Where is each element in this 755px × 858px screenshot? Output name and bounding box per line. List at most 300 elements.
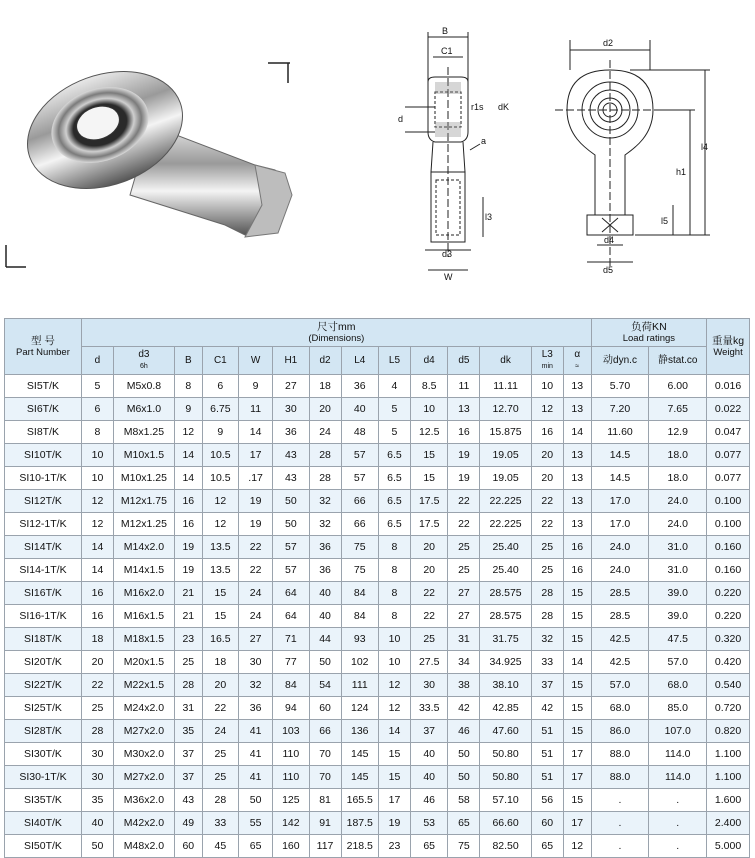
table-cell: 136 [341,720,378,743]
table-cell: 16 [174,490,202,513]
table-cell: 14 [81,559,113,582]
table-cell: 15 [563,605,591,628]
table-cell: M22x1.5 [113,674,174,697]
label-d: d [398,114,404,124]
table-cell: 0.820 [707,720,750,743]
part-number-cell: SI18T/K [5,628,82,651]
table-cell: 10 [378,628,410,651]
table-cell: 18 [202,651,238,674]
table-cell: 28 [309,467,341,490]
table-cell: 27 [448,582,480,605]
table-cell: 16 [563,536,591,559]
table-cell: 9 [202,421,238,444]
table-cell: 56 [531,789,563,812]
table-cell: 68.0 [649,674,707,697]
table-cell: 51 [531,766,563,789]
table-cell: 14 [563,651,591,674]
table-cell: M8x1.25 [113,421,174,444]
table-cell: 39.0 [649,582,707,605]
table-cell: 0.016 [707,375,750,398]
table-cell: 110 [273,743,309,766]
label-d4: d4 [604,235,615,245]
table-cell: 47.5 [649,628,707,651]
table-cell: 20 [309,398,341,421]
table-cell: 65 [531,835,563,858]
table-cell: 20 [202,674,238,697]
table-cell: M16x1.5 [113,605,174,628]
table-cell: 50.80 [480,743,531,766]
table-cell: 0.047 [707,421,750,444]
table-cell: 27 [273,375,309,398]
table-cell: 65 [411,835,448,858]
table-cell: 33 [531,651,563,674]
table-cell: 23 [378,835,410,858]
part-number-cell: SI25T/K [5,697,82,720]
table-cell: 43 [273,467,309,490]
table-cell: .17 [239,467,273,490]
label-l4: l4 [701,142,709,152]
table-cell: 49 [174,812,202,835]
table-cell: M14x1.5 [113,559,174,582]
part-number-cell: SI30T/K [5,743,82,766]
table-cell: 5 [81,375,113,398]
table-cell: 60 [174,835,202,858]
table-cell: 6.5 [378,444,410,467]
table-cell: 1.600 [707,789,750,812]
part-number-cell: SI12T/K [5,490,82,513]
col-L4: L4 [341,347,378,375]
table-cell: 36 [273,421,309,444]
table-cell: 20 [531,467,563,490]
table-cell: 8 [81,421,113,444]
table-cell: 50 [273,490,309,513]
table-cell: 51 [531,743,563,766]
table-cell: 0.320 [707,628,750,651]
section-drawing [395,22,515,284]
table-cell: 6 [81,398,113,421]
table-cell: 50 [309,651,341,674]
table-row [5,628,750,651]
table-cell: 34.925 [480,651,531,674]
table-cell: 25 [448,559,480,582]
table-cell: 86.0 [591,720,649,743]
table-cell: 40 [309,605,341,628]
table-cell: 43 [174,789,202,812]
table-cell: 22.225 [480,513,531,536]
table-cell: 81 [309,789,341,812]
label-a: a [481,136,487,146]
table-cell: M6x1.0 [113,398,174,421]
part-number-cell: SI8T/K [5,421,82,444]
table-cell: 27 [448,605,480,628]
table-cell: 17.0 [591,490,649,513]
table-cell: 187.5 [341,812,378,835]
table-row [5,651,750,674]
table-cell: M10x1.25 [113,467,174,490]
table-row [5,674,750,697]
table-cell: 11.11 [480,375,531,398]
table-cell: 25 [202,766,238,789]
table-cell: 50 [273,513,309,536]
table-cell: 20 [531,444,563,467]
table-cell: 15 [563,674,591,697]
table-cell: 114.0 [649,766,707,789]
table-cell: 75 [341,559,378,582]
table-cell: 22 [531,490,563,513]
table-cell: 28 [531,605,563,628]
part-number-cell: SI10-1T/K [5,467,82,490]
table-cell: 28 [202,789,238,812]
table-row [5,766,750,789]
table-cell: 15 [378,766,410,789]
table-cell: 40 [411,766,448,789]
table-cell: 51 [531,720,563,743]
table-cell: 20 [411,559,448,582]
table-cell: 25 [202,743,238,766]
table-cell: 14 [174,444,202,467]
table-cell: 8 [378,559,410,582]
table-cell: 19 [378,812,410,835]
table-cell: 94 [273,697,309,720]
table-cell: 60 [531,812,563,835]
table-row [5,789,750,812]
table-cell: 41 [239,720,273,743]
table-cell: M30x2.0 [113,743,174,766]
table-cell: 15 [411,467,448,490]
table-cell: 0.160 [707,536,750,559]
table-cell: 13.5 [202,559,238,582]
table-cell: 13 [448,398,480,421]
table-cell: 14 [239,421,273,444]
table-cell: 5.70 [591,375,649,398]
table-cell: 30 [81,743,113,766]
header-weight: 重量kg Weight [707,319,750,375]
table-cell: 0.100 [707,513,750,536]
col-stat: 静stat.co [649,347,707,375]
table-cell: 36 [309,559,341,582]
table-cell: 18 [309,375,341,398]
table-cell: 102 [341,651,378,674]
table-cell: 57 [341,467,378,490]
table-cell: 30 [411,674,448,697]
table-cell: 142 [273,812,309,835]
table-cell: 22 [411,605,448,628]
table-cell: 43 [273,444,309,467]
table-cell: 21 [174,605,202,628]
table-cell: 50 [239,789,273,812]
table-cell: 57.0 [591,674,649,697]
table-cell: 5.000 [707,835,750,858]
table-cell: 13 [563,375,591,398]
table-cell: 111 [341,674,378,697]
table-cell: M20x1.5 [113,651,174,674]
table-row [5,536,750,559]
table-cell: 12.9 [649,421,707,444]
table-cell: 125 [273,789,309,812]
table-cell: 0.540 [707,674,750,697]
header-dimensions: 尺寸mm (Dimensions) [81,319,591,347]
table-cell: 19 [239,513,273,536]
table-cell: 88.0 [591,743,649,766]
table-row [5,743,750,766]
product-header-area [0,0,755,310]
table-cell: 42.5 [591,651,649,674]
table-cell: 15 [411,444,448,467]
front-view-drawing [555,30,715,275]
table-cell: 16 [531,421,563,444]
table-cell: 57.0 [649,651,707,674]
spec-table-body [5,375,750,858]
table-cell: 10 [81,467,113,490]
table-cell: 46 [411,789,448,812]
table-cell: 28.575 [480,582,531,605]
table-cell: 75 [448,835,480,858]
table-cell: 13 [563,398,591,421]
table-cell: 0.100 [707,490,750,513]
table-cell: 6.75 [202,398,238,421]
table-cell: M18x1.5 [113,628,174,651]
table-cell: 32 [239,674,273,697]
table-cell: 16 [81,582,113,605]
table-cell: 114.0 [649,743,707,766]
table-cell: 22 [81,674,113,697]
table-cell: 12 [174,421,202,444]
table-row [5,697,750,720]
table-cell: 40 [81,812,113,835]
table-cell: 27 [239,628,273,651]
table-cell: 22 [448,513,480,536]
table-cell: 2.400 [707,812,750,835]
table-cell: 165.5 [341,789,378,812]
part-number-cell: SI40T/K [5,812,82,835]
table-cell: 66.60 [480,812,531,835]
table-cell: 45 [202,835,238,858]
part-number-cell: SI30-1T/K [5,766,82,789]
table-cell: 24.0 [649,513,707,536]
table-cell: 107.0 [649,720,707,743]
table-cell: 70 [309,743,341,766]
table-cell: 8 [378,582,410,605]
table-cell: 25 [531,559,563,582]
table-cell: 54 [309,674,341,697]
label-C1: C1 [441,46,453,56]
table-cell: 6.5 [378,513,410,536]
table-cell: 28.5 [591,605,649,628]
table-cell: 7.20 [591,398,649,421]
table-cell: 19 [174,559,202,582]
table-cell: M12x1.25 [113,513,174,536]
table-cell: 19 [174,536,202,559]
table-cell: 66 [341,490,378,513]
label-r1s: r1s [471,102,484,112]
table-row [5,559,750,582]
table-cell: 17 [378,789,410,812]
table-cell: 110 [273,766,309,789]
part-number-cell: SI20T/K [5,651,82,674]
table-cell: 145 [341,766,378,789]
table-cell: 14 [378,720,410,743]
col-W: W [239,347,273,375]
part-number-cell: SI35T/K [5,789,82,812]
table-cell: 36 [239,697,273,720]
table-cell: 0.160 [707,559,750,582]
table-cell: 12.70 [480,398,531,421]
table-cell: 25 [81,697,113,720]
table-cell: 24.0 [591,536,649,559]
table-cell: 19 [448,444,480,467]
rod-end-photo [0,55,300,270]
table-cell: . [649,835,707,858]
table-cell: 66 [341,513,378,536]
table-cell: 60 [309,697,341,720]
part-number-cell: SI5T/K [5,375,82,398]
col-dyn: 动dyn.c [591,347,649,375]
table-cell: 10.5 [202,467,238,490]
table-cell: 30 [273,398,309,421]
table-cell: 84 [273,674,309,697]
table-cell: 38.10 [480,674,531,697]
table-cell: 15 [202,605,238,628]
label-d2: d2 [603,38,614,48]
table-row [5,720,750,743]
table-cell: 6.5 [378,490,410,513]
table-cell: 77 [273,651,309,674]
table-cell: 64 [273,605,309,628]
table-cell: 24.0 [591,559,649,582]
table-cell: 11 [448,375,480,398]
table-cell: 1.100 [707,743,750,766]
table-cell: 24.0 [649,490,707,513]
table-cell: 10 [378,651,410,674]
table-cell: 19.05 [480,467,531,490]
table-cell: 28 [81,720,113,743]
label-W: W [444,272,453,282]
table-cell: 22 [239,536,273,559]
table-row [5,513,750,536]
table-cell: 8 [378,605,410,628]
table-row [5,490,750,513]
table-cell: 39.0 [649,605,707,628]
col-d: d [81,347,113,375]
table-cell: 33 [202,812,238,835]
table-cell: 13 [563,444,591,467]
table-cell: 18 [81,628,113,651]
table-cell: 8.5 [411,375,448,398]
table-cell: 32 [309,513,341,536]
table-cell: 12 [531,398,563,421]
table-cell: M48x2.0 [113,835,174,858]
table-cell: 12.5 [411,421,448,444]
table-cell: 15.875 [480,421,531,444]
part-number-cell: SI6T/K [5,398,82,421]
table-cell: 38 [448,674,480,697]
table-cell: 18.0 [649,467,707,490]
table-cell: M24x2.0 [113,697,174,720]
table-cell: 9 [239,375,273,398]
table-cell: 27.5 [411,651,448,674]
label-B: B [442,26,449,36]
table-cell: M16x2.0 [113,582,174,605]
table-cell: 42.5 [591,628,649,651]
col-d5: d5 [448,347,480,375]
table-cell: 31 [448,628,480,651]
col-B: B [174,347,202,375]
table-cell: 50 [448,766,480,789]
table-cell: 55 [239,812,273,835]
table-cell: 14 [563,421,591,444]
table-row [5,605,750,628]
part-number-cell: SI14-1T/K [5,559,82,582]
col-d2: d2 [309,347,341,375]
table-cell: 10.5 [202,444,238,467]
col-C1: C1 [202,347,238,375]
table-cell: 84 [341,605,378,628]
table-cell: 19 [239,490,273,513]
part-number-cell: SI16-1T/K [5,605,82,628]
table-cell: 85.0 [649,697,707,720]
table-cell: . [649,789,707,812]
table-cell: 14 [81,536,113,559]
table-cell: 30 [81,766,113,789]
table-row [5,835,750,858]
table-row [5,444,750,467]
table-cell: 15 [563,789,591,812]
table-cell: 145 [341,743,378,766]
col-d4: d4 [411,347,448,375]
table-cell: 12 [81,513,113,536]
table-cell: 88.0 [591,766,649,789]
table-cell: 10 [81,444,113,467]
table-cell: 6.5 [378,467,410,490]
table-cell: 11.60 [591,421,649,444]
table-cell: 41 [239,743,273,766]
table-cell: 12 [202,513,238,536]
table-cell: 64 [273,582,309,605]
table-cell: 218.5 [341,835,378,858]
table-cell: 35 [81,789,113,812]
col-alpha: α ≈ [563,347,591,375]
table-cell: M14x2.0 [113,536,174,559]
table-cell: M27x2.0 [113,720,174,743]
table-cell: 6 [202,375,238,398]
table-cell: 15 [563,582,591,605]
table-cell: 24 [239,582,273,605]
table-cell: 57.10 [480,789,531,812]
table-cell: 19.05 [480,444,531,467]
table-cell: 71 [273,628,309,651]
table-cell: 15 [202,582,238,605]
table-cell: 17 [563,766,591,789]
table-cell: 19 [448,467,480,490]
table-cell: 40 [341,398,378,421]
table-cell: 31.75 [480,628,531,651]
table-cell: 31.0 [649,536,707,559]
table-cell: 82.50 [480,835,531,858]
col-L3: L3 min [531,347,563,375]
table-cell: M36x2.0 [113,789,174,812]
table-cell: 25 [448,536,480,559]
table-cell: M5x0.8 [113,375,174,398]
part-number-cell: SI28T/K [5,720,82,743]
table-cell: 24 [202,720,238,743]
table-row [5,375,750,398]
header-load-ratings: 负荷KN Load ratings [591,319,706,347]
table-cell: 13 [563,490,591,513]
table-cell: M27x2.0 [113,766,174,789]
table-cell: 22 [448,490,480,513]
header-part-number: 型 号 Part Number [5,319,82,375]
table-cell: 22 [239,559,273,582]
